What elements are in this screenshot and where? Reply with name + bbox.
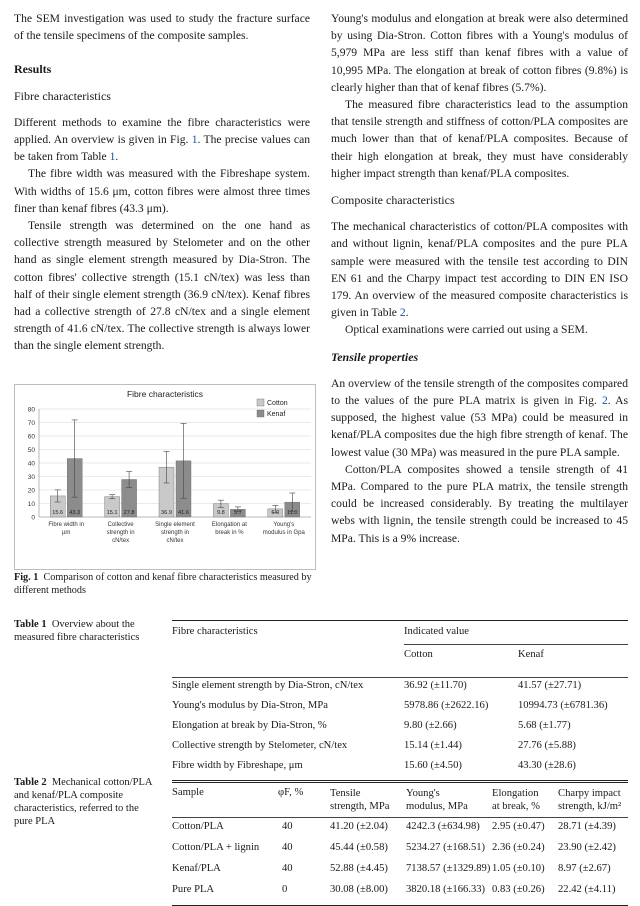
tensile-properties-heading: Tensile properties	[331, 349, 419, 364]
figure-1-caption-text: Comparison of cotton and kenaf fibre characteristics measured by different methods	[14, 572, 312, 596]
data-label: 9.8	[217, 510, 225, 516]
left-column	[14, 10, 310, 355]
table-1-cell-label: Elongation at break by Dia-Stron, %	[172, 720, 327, 731]
table-2-cell-sample: Cotton/PLA	[172, 821, 224, 832]
table-2-cell-charpy: 23.90 (±2.42)	[558, 842, 616, 853]
figure-1-label: Fig. 1	[14, 572, 39, 583]
data-label: 11.0	[287, 510, 298, 516]
table-2-cell-charpy: 8.97 (±2.67)	[558, 863, 611, 874]
table-2-header-phi: φF, %	[278, 787, 304, 798]
table-1-cell-cotton: 36.92 (±11.70)	[404, 680, 467, 691]
figure-1-chart	[14, 384, 316, 570]
table-2-cell-elong: 1.05 (±0.10)	[492, 863, 545, 874]
x-tick-label: break in %	[215, 530, 244, 536]
table-1-cell-kenaf: 43.30 (±28.6)	[518, 760, 576, 771]
table-row	[172, 839, 628, 860]
table-2-header-row	[172, 781, 628, 818]
chart-title: Fibre characteristics	[126, 389, 204, 399]
data-label: 43.3	[69, 510, 81, 516]
table-1-header-group: Indicated value	[404, 621, 628, 645]
fibre-paragraph-1: Different methods to examine the fibre characteristics were applied. An overview is given in Fig. 1. The precise values can be taken from Table 1.	[14, 115, 311, 164]
table-2-cell-tensile: 30.08 (±8.00)	[330, 884, 388, 895]
table-1-label: Table 1	[14, 619, 47, 630]
data-label: 6.0	[271, 510, 280, 516]
composite-characteristics-heading: Composite characteristics	[331, 193, 455, 208]
table-1-cell-cotton: 5978.86 (±2622.16)	[404, 700, 489, 711]
table-1-cell-cotton: 9.80 (±2.66)	[404, 720, 457, 731]
x-tick-label: cN/tex	[166, 538, 184, 544]
table-1	[172, 620, 628, 783]
table-2-cell-elong: 2.36 (±0.24)	[492, 842, 545, 853]
data-label: 15.1	[106, 510, 118, 516]
table-1-cell-kenaf: 10994.73 (±6781.36)	[518, 700, 608, 711]
table-2-cell-tensile: 52.88 (±4.45)	[330, 863, 388, 874]
table-1-header-kenaf: Kenaf	[518, 649, 544, 660]
table-2-header-charpy: Charpy impact strength, kJ/m²	[558, 788, 622, 812]
right-paragraph-1: Young's modulus and elongation at break were also determined by using Dia-Stron. Cotton fibres with a Young's modulus of 5,979 MPa are less stiff than kenaf fibres with a value of 10,995 MPa. The elongation at break of cotton fibres (9.8%) is clearly higher than that of kenaf fibres (5.7%).	[331, 12, 628, 94]
y-tick-label: 70	[27, 420, 35, 427]
table-2-cell-elong: 2.95 (±0.47)	[492, 821, 545, 832]
table-2-cell-charpy: 28.71 (±4.39)	[558, 821, 616, 832]
table1-ref-link[interactable]: 1	[109, 150, 116, 164]
x-tick-label: modulus in Gpa	[262, 530, 305, 536]
table-2-body	[172, 818, 628, 903]
table-2-cell-charpy: 22.42 (±4.11)	[558, 884, 616, 895]
table-2-label: Table 2	[14, 777, 47, 788]
table-1-cell-label: Fibre width by Fibreshape, μm	[172, 760, 303, 771]
table-row	[172, 718, 628, 738]
intro-paragraph: The SEM investigation was used to study the fracture surface of the tensile specimens of the composite samples.	[14, 12, 310, 43]
results-heading: Results	[14, 62, 52, 77]
tensile-paragraph-2: Cotton/PLA composites showed a tensile strength of 41 MPa. Compared to the pure PLA matrix, the tensile strength could be increased considerably. By treating the multilayer webs with lignin, the tensile strength could be increased to 45 MPa. This is a 9% increase.	[331, 462, 628, 545]
x-tick-label: µm	[61, 530, 71, 536]
table-1-header-row	[172, 621, 628, 645]
fibre-paragraph-2: The fibre width was measured with the Fibreshape system. With widths of 15.6 μm, cotton fibres were almost three times finer than kenaf fibres (43.3 μm).	[14, 167, 310, 215]
table-row	[172, 698, 628, 718]
data-label: 36.9	[161, 510, 172, 516]
table-1-header-characteristic: Fibre characteristics	[172, 626, 258, 637]
table-2-cell-elong: 0.83 (±0.26)	[492, 884, 545, 895]
y-tick-label: 20	[27, 487, 35, 495]
y-tick-label: 60	[27, 433, 35, 441]
table-2-cell-phi: 0	[282, 884, 288, 895]
y-tick-label: 10	[27, 501, 35, 508]
sem-paragraph: Optical examinations were carried out using a SEM.	[345, 323, 588, 337]
fig1-ref-link[interactable]: 1	[191, 133, 198, 147]
table-2-header-sample: Sample	[172, 787, 204, 798]
legend-label: Kenaf	[267, 411, 286, 418]
x-tick-label: Elongation at	[211, 522, 247, 528]
table-row	[172, 738, 628, 758]
y-tick-label: 40	[27, 460, 35, 468]
figure-1-caption	[14, 571, 314, 597]
table-2-header-elongation: Elongation at break, %	[492, 788, 540, 812]
table-2-header-tensile: Tensile strength, MPa	[330, 788, 390, 812]
tensile-paragraph-1: An overview of the tensile strength of the composites compared to the values of the pure PLA matrix is given in Fig. 2. As supposed, the highest value (53 MPa) could be measured in kenaf/PLA composites due the high fibre strength of kenaf. The lowest value (30 MPa) was measured in the pure PLA sample.	[331, 376, 628, 459]
table-2-caption	[14, 776, 154, 828]
y-tick-label: 0	[31, 514, 35, 522]
table-row	[172, 758, 628, 778]
x-tick-label: Collective	[107, 522, 134, 528]
table-1-cell-label: Single element strength by Dia-Stron, cN/tex	[172, 680, 364, 691]
table-1-cell-kenaf: 5.68 (±1.77)	[518, 720, 571, 731]
y-tick-label: 50	[27, 447, 35, 454]
table-2-header-young: Young's modulus, MPa	[406, 788, 468, 812]
data-label: 5.7	[234, 510, 242, 516]
table-1-caption-text: Overview about the measured fibre characteristics	[14, 619, 140, 643]
fig2-ref-link[interactable]: 2	[601, 394, 608, 408]
table-2-cell-young: 3820.18 (±166.33)	[406, 884, 486, 895]
table-2-caption-text: Mechanical cotton/PLA and kenaf/PLA composite characteristics, referred to the pure PLA	[14, 777, 152, 827]
table-2-cell-phi: 40	[282, 863, 293, 874]
x-tick-label: cN/tex	[112, 538, 130, 544]
table-row	[172, 818, 628, 840]
table-2-cell-sample: Kenaf/PLA	[172, 863, 221, 874]
composite-paragraph: The mechanical characteristics of cotton/PLA composites with and without lignin, kenaf/PLA composites and the pure PLA sample were measured with the tensile test according to DIN EN 61 and the Charpy impact test according to DIN EN ISO 179. An overview of the measured composite characteristics is given in Table 2.	[331, 220, 628, 320]
table-2	[172, 780, 628, 906]
table-2-cell-phi: 40	[282, 842, 293, 853]
right-paragraph-2: The measured fibre characteristics lead to the assumption that tensile strength and stiffness of cotton/PLA composites are much lower than that of kenaf/PLA composites. Because of their high elongation at break, they must have considerably higher impact strength than kenaf/PLA composites.	[331, 98, 628, 180]
table-row	[172, 860, 628, 881]
table-2-cell-young: 5234.27 (±168.51)	[406, 842, 486, 853]
table-row	[172, 881, 628, 902]
table-2-cell-phi: 40	[282, 821, 293, 832]
table-2-cell-young: 7138.57 (±1329.89)	[406, 863, 491, 874]
table-1-caption	[14, 618, 154, 644]
fibre-characteristics-chart-svg	[15, 385, 315, 569]
right-column	[331, 10, 628, 547]
data-label: 41.6	[178, 510, 189, 516]
table-2-cell-tensile: 45.44 (±0.58)	[330, 842, 388, 853]
x-tick-label: Single element	[155, 522, 195, 528]
table-1-cell-kenaf: 41.57 (±27.71)	[518, 680, 582, 691]
y-tick-label: 30	[27, 474, 35, 481]
fibre-paragraph-3: Tensile strength was determined on the one hand as collective strength measured by Stelometer and on the other hand as single element strength measured by Dia-Stron. The cotton fibres' collective strength (15.1 cN/tex) was less than half of their single element strength (36.9 cN/tex). Kenaf fibres had a collective strength of 27.8 cN/tex and a single element strength of 41.6 cN/tex. The collective strength is always lower than the single element strength.	[14, 219, 310, 353]
table-2-cell-sample: Cotton/PLA + lignin	[172, 842, 260, 853]
table-1-cell-label: Young's modulus by Dia-Stron, MPa	[172, 700, 328, 711]
data-label: 27.8	[123, 510, 135, 516]
legend-label: Cotton	[267, 400, 288, 407]
table-1-cell-label: Collective strength by Stelometer, cN/tex	[172, 740, 348, 751]
table-2-cell-young: 4242.3 (±634.98)	[406, 821, 480, 832]
table-1-header-cotton: Cotton	[404, 649, 433, 660]
x-tick-label: strength in	[106, 530, 135, 536]
table-row	[172, 678, 628, 699]
x-tick-label: strength in	[160, 530, 190, 536]
table-1-body	[172, 678, 628, 779]
legend-swatch	[257, 399, 264, 406]
table-1-cell-kenaf: 27.76 (±5.88)	[518, 740, 576, 751]
y-tick-label: 80	[27, 406, 35, 414]
table-2-cell-sample: Pure PLA	[172, 884, 215, 895]
table-2-cell-tensile: 41.20 (±2.04)	[330, 821, 388, 832]
x-tick-label: Fibre width in	[48, 522, 85, 528]
x-tick-label: Young's	[273, 522, 295, 528]
data-label: 15.6	[52, 510, 64, 516]
legend-swatch	[257, 410, 264, 417]
table-1-cell-cotton: 15.60 (±4.50)	[404, 760, 462, 771]
table2-ref-link[interactable]: 2	[399, 306, 406, 320]
table-1-cell-cotton: 15.14 (±1.44)	[404, 740, 462, 751]
fibre-characteristics-heading: Fibre characteristics	[14, 88, 111, 103]
